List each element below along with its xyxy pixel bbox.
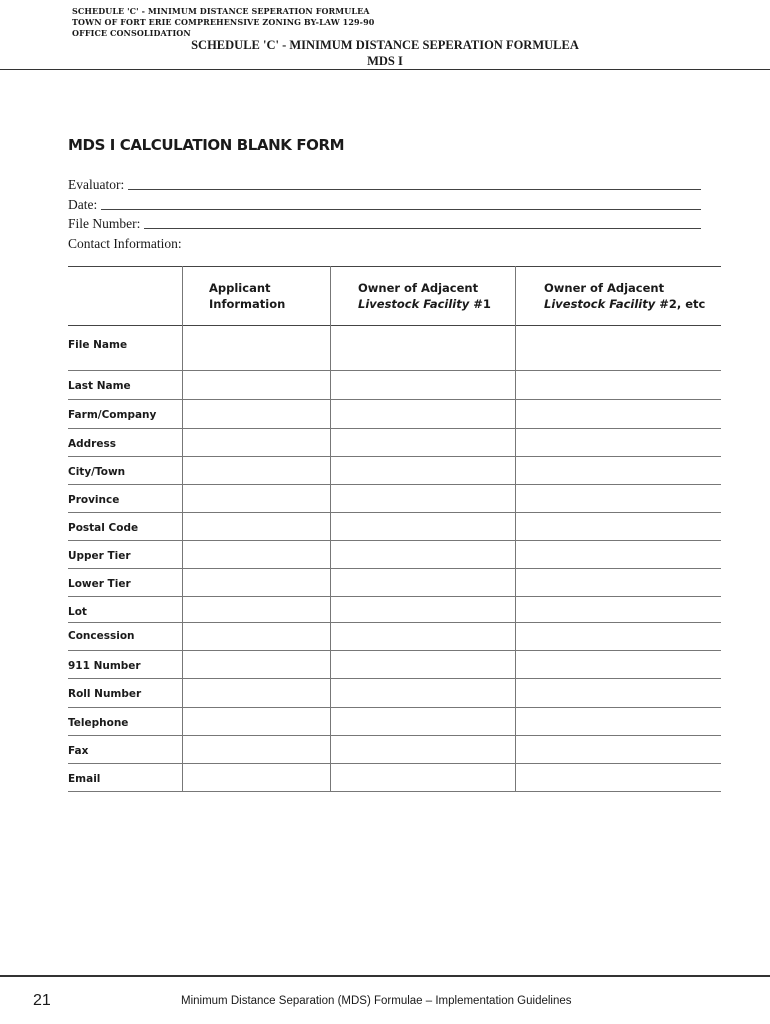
table-entry-cell[interactable] [331, 429, 514, 455]
table-entry-cell[interactable] [331, 569, 514, 595]
row-label: Lower Tier [68, 578, 131, 590]
table-entry-cell[interactable] [516, 513, 720, 539]
table-entry-cell[interactable] [516, 597, 720, 621]
table-entry-cell[interactable] [183, 400, 329, 427]
row-label: Telephone [68, 717, 129, 729]
table-entry-cell[interactable] [183, 326, 329, 369]
footer-divider [0, 975, 770, 977]
table-entry-cell[interactable] [516, 708, 720, 734]
table-entry-cell[interactable] [331, 513, 514, 539]
table-entry-cell[interactable] [183, 513, 329, 539]
row-label: File Name [68, 339, 128, 351]
table-entry-cell[interactable] [183, 597, 329, 621]
table-entry-cell[interactable] [183, 541, 329, 567]
contact-table [68, 266, 721, 791]
header-line-3: OFFICE CONSOLIDATION [72, 28, 191, 38]
table-entry-cell[interactable] [516, 569, 720, 595]
table-entry-cell[interactable] [183, 371, 329, 398]
row-label: 911 Number [68, 660, 141, 672]
table-rule [68, 266, 721, 267]
table-entry-cell[interactable] [516, 764, 720, 790]
table-entry-cell[interactable] [183, 429, 329, 455]
page-number: 21 [33, 992, 51, 1009]
table-entry-cell[interactable] [183, 679, 329, 706]
table-entry-cell[interactable] [331, 597, 514, 621]
table-entry-cell[interactable] [331, 541, 514, 567]
date-line[interactable] [101, 208, 701, 210]
evaluator-line[interactable] [128, 188, 701, 190]
table-entry-cell[interactable] [331, 736, 514, 762]
table-entry-cell[interactable] [331, 326, 514, 369]
table-entry-cell[interactable] [516, 326, 720, 369]
header-divider [0, 69, 770, 70]
table-entry-cell[interactable] [183, 736, 329, 762]
table-entry-cell[interactable] [516, 429, 720, 455]
table-entry-cell[interactable] [331, 371, 514, 398]
file-number-line[interactable] [144, 227, 701, 229]
table-entry-cell[interactable] [183, 457, 329, 483]
file-number-label: File Number: [68, 216, 141, 231]
table-entry-cell[interactable] [516, 651, 720, 677]
table-entry-cell[interactable] [331, 651, 514, 677]
row-label: Concession [68, 630, 135, 642]
header-line-1: SCHEDULE 'C' - MINIMUM DISTANCE SEPERATION FORMULEA [72, 6, 370, 16]
table-entry-cell[interactable] [183, 708, 329, 734]
file-number-field[interactable] [68, 216, 701, 232]
table-entry-cell[interactable] [331, 764, 514, 790]
table-entry-cell[interactable] [183, 764, 329, 790]
row-label: Last Name [68, 380, 131, 392]
table-entry-cell[interactable] [331, 400, 514, 427]
table-entry-cell[interactable] [516, 679, 720, 706]
table-entry-cell[interactable] [331, 623, 514, 649]
row-label: City/Town [68, 466, 126, 478]
column-header-adjacent-1: Owner of Adjacent Livestock Facility #1 [358, 281, 491, 311]
row-label: Email [68, 773, 101, 785]
table-entry-cell[interactable] [516, 736, 720, 762]
row-label: Fax [68, 745, 89, 757]
table-entry-cell[interactable] [516, 400, 720, 427]
column-header-applicant: Applicant Information [209, 281, 286, 311]
column-header-adjacent-2: Owner of Adjacent Livestock Facility #2, etc [544, 281, 706, 311]
row-label: Province [68, 494, 120, 506]
row-label: Upper Tier [68, 550, 131, 562]
table-entry-cell[interactable] [516, 541, 720, 567]
footer-text: Minimum Distance Separation (MDS) Formulae – Implementation Guidelines [181, 995, 572, 1007]
table-entry-cell[interactable] [516, 623, 720, 649]
contact-information-heading [68, 236, 701, 252]
table-entry-cell[interactable] [331, 679, 514, 706]
row-label: Lot [68, 606, 87, 618]
evaluator-field[interactable] [68, 177, 701, 193]
table-entry-cell[interactable] [516, 485, 720, 511]
table-entry-cell[interactable] [516, 457, 720, 483]
form-title: MDS I CALCULATION BLANK FORM [68, 136, 345, 154]
table-entry-cell[interactable] [331, 485, 514, 511]
table-entry-cell[interactable] [183, 651, 329, 677]
contact-information-label: Contact Information: [68, 236, 182, 251]
header-line-2: TOWN OF FORT ERIE COMPREHENSIVE ZONING BY-LAW 129-90 [72, 17, 375, 27]
document-title: SCHEDULE 'C' - MINIMUM DISTANCE SEPERATION FORMULEA [191, 38, 579, 52]
row-label: Postal Code [68, 522, 139, 534]
table-entry-cell[interactable] [183, 623, 329, 649]
header-reference [72, 6, 374, 39]
table-entry-cell[interactable] [331, 457, 514, 483]
date-label: Date: [68, 197, 98, 212]
document-subtitle: MDS I [367, 54, 403, 68]
date-field[interactable] [68, 197, 701, 213]
table-entry-cell[interactable] [331, 708, 514, 734]
row-label: Roll Number [68, 688, 142, 700]
table-entry-cell[interactable] [183, 485, 329, 511]
table-rule [68, 791, 721, 792]
row-label: Farm/Company [68, 409, 157, 421]
row-label: Address [68, 438, 116, 450]
table-entry-cell[interactable] [516, 371, 720, 398]
table-entry-cell[interactable] [183, 569, 329, 595]
evaluator-label: Evaluator: [68, 177, 125, 192]
